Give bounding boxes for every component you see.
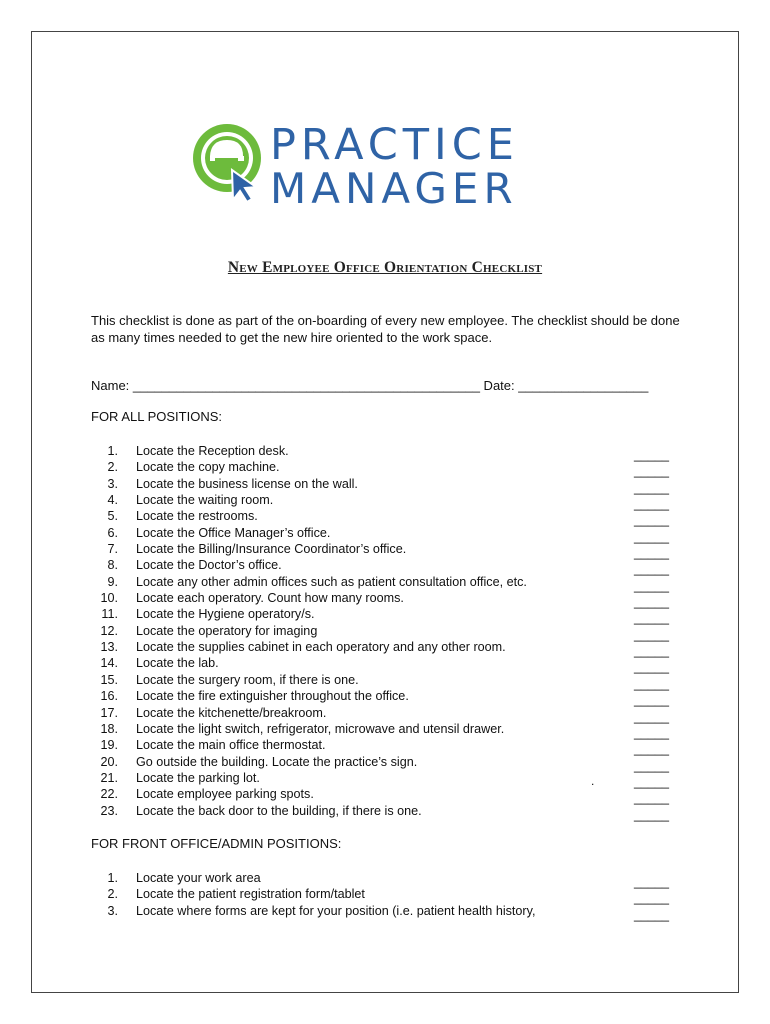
checklist-front-office bbox=[91, 870, 681, 922]
item-text: Locate the restrooms. bbox=[136, 509, 258, 524]
checklist-item bbox=[91, 557, 681, 577]
item-text: Locate the Office Manager’s office. bbox=[136, 525, 331, 540]
checklist-item bbox=[91, 606, 681, 626]
practice-manager-logo bbox=[188, 120, 578, 213]
check-blank-line[interactable]: _____ bbox=[634, 464, 670, 479]
item-text: Locate the parking lot. bbox=[136, 770, 260, 785]
checklist-all-positions bbox=[91, 443, 681, 822]
item-text: Locate the supplies cabinet in each operatory and any other room. bbox=[136, 640, 506, 655]
checklist-item bbox=[91, 754, 681, 773]
checklist-item bbox=[91, 476, 681, 495]
item-number: 2. bbox=[107, 887, 118, 902]
item-text: Locate the business license on the wall. bbox=[136, 476, 358, 491]
checklist-item bbox=[91, 525, 681, 544]
item-number: 13. bbox=[100, 640, 118, 655]
check-blank-line[interactable]: _____ bbox=[634, 742, 670, 757]
item-number: 5. bbox=[107, 509, 118, 524]
item-text: Locate the light switch, refrigerator, microwave and utensil drawer. bbox=[136, 721, 505, 736]
item-number: 16. bbox=[100, 689, 118, 704]
item-number: 1. bbox=[107, 871, 118, 885]
item-text: Locate any other admin offices such as patient consultation office, etc. bbox=[136, 574, 527, 589]
check-blank-line[interactable]: _____ bbox=[634, 644, 670, 659]
checklist-item bbox=[91, 672, 681, 691]
item-text: Locate the Billing/Insurance Coordinator’s office. bbox=[136, 542, 407, 557]
checklist-item bbox=[91, 574, 681, 593]
item-text: Locate the Doctor’s office. bbox=[136, 558, 282, 573]
item-number: 7. bbox=[107, 542, 118, 557]
check-blank-line[interactable]: _____ bbox=[634, 807, 670, 822]
check-blank-line[interactable]: _____ bbox=[634, 709, 670, 724]
checklist-item bbox=[91, 886, 681, 906]
check-blank-line[interactable]: _____ bbox=[634, 774, 670, 789]
item-number: 18. bbox=[100, 721, 118, 736]
checklist-item bbox=[91, 443, 681, 462]
checklist-item bbox=[91, 870, 681, 889]
check-blank-line[interactable]: _____ bbox=[634, 513, 670, 528]
item-text: Locate the operatory for imaging bbox=[136, 623, 318, 638]
item-text: Locate the back door to the building, if there is one. bbox=[136, 803, 422, 818]
check-blank-line[interactable]: _____ bbox=[634, 595, 670, 610]
checklist-item bbox=[91, 590, 681, 610]
item-text: Locate employee parking spots. bbox=[136, 787, 314, 802]
item-text: Locate the copy machine. bbox=[136, 460, 280, 475]
name-date-line: Name: ________________________________________________ Date: __________________ bbox=[91, 378, 649, 393]
check-blank-line[interactable]: _____ bbox=[634, 562, 670, 577]
item-number: 21. bbox=[100, 770, 118, 785]
check-blank-line[interactable]: _____ bbox=[634, 611, 670, 626]
item-number: 23. bbox=[100, 803, 118, 818]
checklist-item bbox=[91, 903, 681, 922]
check-blank-line[interactable]: _____ bbox=[634, 891, 670, 906]
checklist-item bbox=[91, 786, 681, 806]
checklist-item bbox=[91, 803, 681, 822]
item-number: 6. bbox=[107, 525, 118, 540]
check-blank-line[interactable]: _____ bbox=[634, 578, 670, 593]
item-text: Locate the patient registration form/tablet bbox=[136, 887, 365, 902]
section-heading-front-office: FOR FRONT OFFICE/ADMIN POSITIONS: bbox=[91, 836, 342, 851]
check-blank-line[interactable]: _____ bbox=[634, 480, 670, 495]
checklist-item bbox=[91, 541, 681, 561]
checklist-item bbox=[91, 655, 681, 675]
item-number: 2. bbox=[107, 460, 118, 475]
check-blank-line[interactable]: _____ bbox=[634, 725, 670, 740]
item-number: 1. bbox=[107, 444, 118, 458]
item-text: Locate your work area bbox=[136, 871, 261, 885]
check-blank-line[interactable]: _____ bbox=[634, 627, 670, 642]
check-blank-line[interactable]: _____ bbox=[634, 676, 670, 691]
item-number: 20. bbox=[100, 754, 118, 769]
stray-dot: . bbox=[591, 774, 595, 788]
check-blank-line[interactable]: _____ bbox=[634, 907, 670, 922]
check-blank-line[interactable]: _____ bbox=[634, 758, 670, 773]
checklist-item bbox=[91, 639, 681, 659]
item-number: 3. bbox=[107, 476, 118, 491]
checklist-item bbox=[91, 721, 681, 740]
item-text: Go outside the building. Locate the practice’s sign. bbox=[136, 754, 418, 769]
section-heading-all-positions: FOR ALL POSITIONS: bbox=[91, 409, 222, 424]
item-number: 15. bbox=[100, 672, 118, 687]
item-number: 19. bbox=[100, 738, 118, 753]
checklist-item bbox=[91, 459, 681, 479]
checklist-item bbox=[91, 705, 681, 724]
check-blank-line[interactable]: _____ bbox=[634, 791, 670, 806]
check-blank-line[interactable]: _____ bbox=[634, 529, 670, 544]
logo-word-practice: PRACTICE bbox=[270, 120, 519, 170]
item-number: 22. bbox=[100, 787, 118, 802]
document-page bbox=[31, 31, 739, 993]
checklist-item bbox=[91, 508, 681, 528]
item-number: 10. bbox=[100, 591, 118, 606]
checklist-item bbox=[91, 688, 681, 708]
item-number: 8. bbox=[107, 558, 118, 573]
check-blank-line[interactable]: _____ bbox=[634, 693, 670, 708]
intro-paragraph: This checklist is done as part of the on-boarding of every new employee. The checklist should be done as many times needed to get the new hire oriented to the work space. bbox=[91, 313, 680, 345]
item-text: Locate the lab. bbox=[136, 656, 219, 671]
item-text: Locate the waiting room. bbox=[136, 493, 274, 508]
e-cursor-logo-icon bbox=[188, 120, 270, 204]
checklist-item bbox=[91, 492, 681, 512]
item-number: 17. bbox=[100, 705, 118, 720]
check-blank-line[interactable]: _____ bbox=[634, 497, 670, 512]
item-number: 14. bbox=[100, 656, 118, 671]
item-text: Locate the kitchenette/breakroom. bbox=[136, 705, 327, 720]
item-number: 12. bbox=[100, 623, 118, 638]
check-blank-line[interactable]: _____ bbox=[634, 875, 670, 889]
item-text: Locate the fire extinguisher throughout the office. bbox=[136, 689, 409, 704]
item-text: Locate the Reception desk. bbox=[136, 444, 289, 458]
item-text: Locate the surgery room, if there is one. bbox=[136, 672, 359, 687]
check-blank-line[interactable]: _____ bbox=[634, 546, 670, 561]
item-number: 4. bbox=[107, 493, 118, 508]
item-number: 9. bbox=[107, 574, 118, 589]
page-title: New Employee Office Orientation Checklist bbox=[227, 259, 543, 276]
check-blank-line[interactable]: _____ bbox=[634, 660, 670, 675]
logo-word-manager: MANAGER bbox=[270, 164, 518, 213]
checklist-item bbox=[91, 737, 681, 757]
item-text: Locate each operatory. Count how many rooms. bbox=[136, 591, 404, 606]
item-number: 3. bbox=[107, 903, 118, 918]
check-blank-line[interactable]: _____ bbox=[634, 448, 670, 462]
checklist-item bbox=[91, 623, 681, 642]
item-text: Locate the Hygiene operatory/s. bbox=[136, 607, 315, 622]
item-text: Locate where forms are kept for your position (i.e. patient health history, bbox=[136, 903, 536, 918]
item-text: Locate the main office thermostat. bbox=[136, 738, 326, 753]
item-number: 11. bbox=[101, 607, 118, 622]
